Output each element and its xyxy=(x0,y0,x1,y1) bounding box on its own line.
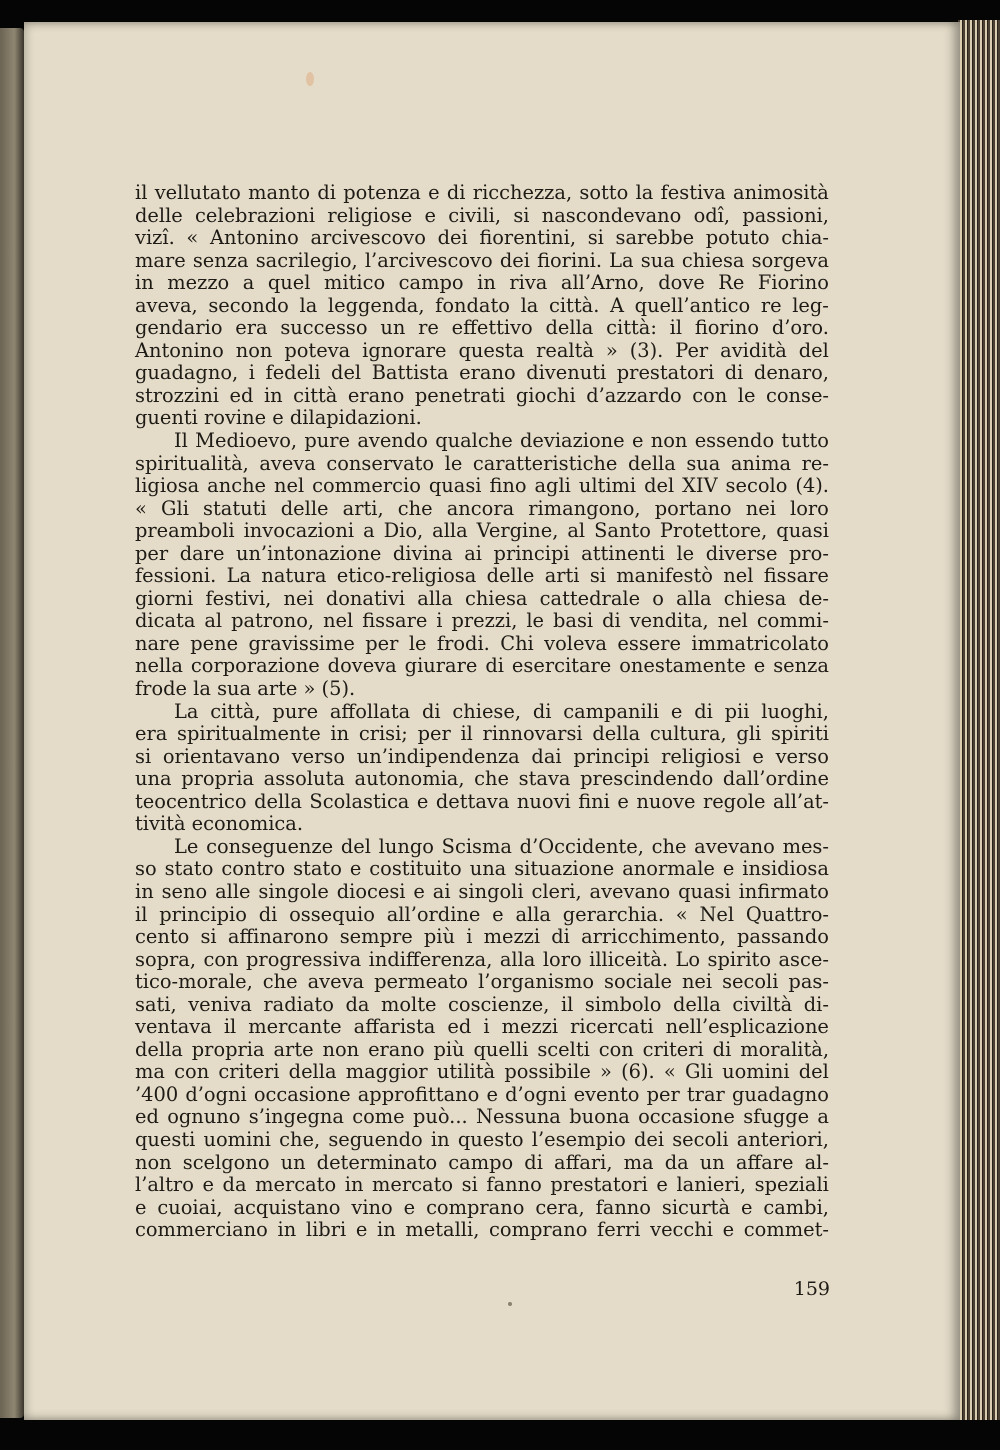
text-line: non scelgono un determinato campo di affari, ma da un affare al- xyxy=(135,1150,829,1174)
text-line: tico-morale, che aveva permeato l’organismo sociale nei secoli pas- xyxy=(135,970,829,994)
text-line: aveva, secondo la leggenda, fondato la città. A quell’antico re leg- xyxy=(135,293,829,317)
page-stack-right-edge xyxy=(958,20,1000,1420)
text-line: preamboli invocazioni a Dio, alla Vergine, al Santo Protettore, quasi xyxy=(135,519,829,543)
text-line: frode la sua arte » (5). xyxy=(135,677,356,701)
paper-speck xyxy=(508,1302,512,1306)
text-line: l’altro e da mercato in mercato si fanno prestatori e lanieri, speziali xyxy=(135,1173,829,1197)
text-line: mare senza sacrilegio, l’arcivescovo dei fiorini. La sua chiesa sorgeva xyxy=(135,248,829,272)
text-line: vizî. « Antonino arcivescovo dei fiorentini, si sarebbe potuto chia- xyxy=(135,226,829,250)
text-line: nare pene gravissime per le frodi. Chi voleva essere immatricolato xyxy=(135,631,829,655)
text-line: so stato contro stato e costituito una situazione anormale e insidiosa xyxy=(135,857,829,881)
text-line: delle celebrazioni religiose e civili, si nascondevano odî, passioni, xyxy=(135,203,829,227)
body-text xyxy=(135,182,829,1242)
text-line: guenti rovine e dilapidazioni. xyxy=(135,406,422,430)
page-number: 159 xyxy=(793,1278,830,1300)
text-line: dicata al patrono, nel fissare i prezzi, le basi di vendita, nel commi- xyxy=(135,609,829,633)
text-line: nella corporazione doveva giurare di esercitare onestamente e senza xyxy=(135,654,829,678)
text-line: gendario era successo un re effettivo della città: il fiorino d’oro. xyxy=(135,316,829,340)
text-line: per dare un’intonazione divina ai principi attinenti le diverse pro- xyxy=(135,541,829,565)
text-line: il principio di ossequio all’ordine e alla gerarchia. « Nel Quattro- xyxy=(135,902,829,926)
text-line: commerciano in libri e in metalli, comprano ferri vecchi e commet- xyxy=(135,1218,829,1242)
text-line: guadagno, i fedeli del Battista erano divenuti prestatori di denaro, xyxy=(135,361,829,385)
text-line: il vellutato manto di potenza e di ricchezza, sotto la festiva animosità xyxy=(135,181,829,204)
text-line: della propria arte non erano più quelli scelti con criteri di moralità, xyxy=(135,1037,829,1061)
text-line: si orientavano verso un’indipendenza dai principi religiosi e verso xyxy=(135,744,829,768)
text-line: La città, pure affollata di chiese, di campanili e di pii luoghi, xyxy=(174,699,829,723)
text-line: ed ognuno s’ingegna come può... Nessuna buona occasione sfugge a xyxy=(135,1105,829,1129)
text-line: sati, veniva radiato da molte coscienze, il simbolo della civiltà di- xyxy=(135,992,829,1016)
text-line: strozzini ed in città erano penetrati giochi d’azzardo con le conse- xyxy=(135,383,829,407)
text-line: e cuoiai, acquistano vino e comprano cera, fanno sicurtà e cambi, xyxy=(135,1195,829,1219)
text-line: Il Medioevo, pure avendo qualche deviazione e non essendo tutto xyxy=(174,429,829,453)
text-line: in seno alle singole diocesi e ai singoli cleri, avevano quasi infirmato xyxy=(135,879,829,903)
text-line: in mezzo a quel mitico campo in riva all’Arno, dove Re Fiorino xyxy=(135,271,829,295)
text-line: ligiosa anche nel commercio quasi fino agli ultimi del XIV secolo (4). xyxy=(135,474,829,498)
text-line: cento si affinarono sempre più i mezzi di arricchimento, passando xyxy=(135,925,829,949)
text-line: « Gli statuti delle arti, che ancora rimangono, portano nei loro xyxy=(135,496,829,520)
text-line: ’400 d’ogni occasione approfittano e d’ogni evento per trar guadagno xyxy=(135,1082,829,1106)
text-line: ventava il mercante affarista ed i mezzi ricercati nell’esplicazione xyxy=(135,1015,829,1039)
text-line: Le conseguenze del lungo Scisma d’Occidente, che avevano mes- xyxy=(174,834,829,858)
text-line: una propria assoluta autonomia, che stava prescindendo dall’ordine xyxy=(135,767,829,791)
text-line: fessioni. La natura etico-religiosa delle arti si manifestò nel fissare xyxy=(135,564,829,588)
text-line: era spiritualmente in crisi; per il rinnovarsi della cultura, gli spiriti xyxy=(135,722,829,746)
book-page xyxy=(24,22,960,1420)
book-cover-left-edge xyxy=(0,28,24,1418)
text-line: spiritualità, aveva conservato le caratteristiche della sua anima re- xyxy=(135,451,829,475)
text-line: ma con criteri della maggior utilità possibile » (6). « Gli uomini del xyxy=(135,1060,829,1084)
text-line: tività economica. xyxy=(135,812,304,836)
text-line: sopra, con progressiva indifferenza, alla loro illiceità. Lo spirito asce- xyxy=(135,947,829,971)
text-line: giorni festivi, nei donativi alla chiesa cattedrale o alla chiesa de- xyxy=(135,586,829,610)
text-line: questi uomini che, seguendo in questo l’esempio dei secoli anteriori, xyxy=(135,1127,829,1151)
text-line: Antonino non poteva ignorare questa realtà » (3). Per avidità del xyxy=(135,338,829,362)
paper-stain xyxy=(306,72,314,86)
text-line: teocentrico della Scolastica e dettava nuovi fini e nuove regole all’at- xyxy=(135,789,829,813)
